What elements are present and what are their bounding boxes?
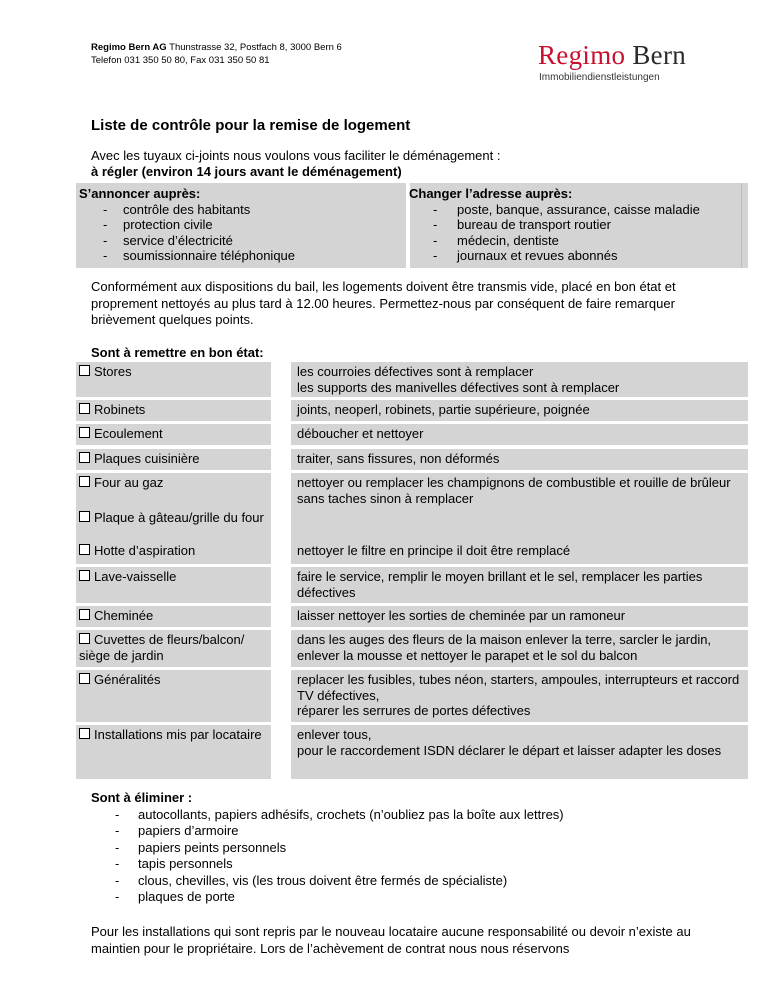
checkbox[interactable] (79, 427, 90, 438)
intro (91, 148, 500, 180)
table-row (76, 400, 748, 421)
list-item: - papiers d’armoire (91, 823, 564, 840)
item-action: les supports des manivelles défectives sont à remplacer (297, 379, 620, 395)
item-action: nettoyer le filtre en principe il doit être remplacé (297, 543, 571, 558)
table-row (76, 606, 748, 627)
company-logo (538, 40, 686, 83)
company-address: Thunstrasse 32, Postfach 8, 3000 Bern 6 (166, 42, 342, 53)
item-action: pour le raccordement ISDN déclarer le départ et laisser adapter les doses (297, 742, 722, 758)
table-row (76, 567, 748, 603)
item-label: Stores (94, 364, 132, 379)
item-action: sans taches sinon à remplacer (297, 490, 474, 506)
item-action: joints, neoperl, robinets, partie supérieure, poignée (297, 402, 590, 417)
list-item: - service d’électricité (79, 233, 295, 249)
intro-deadline: à régler (environ 14 jours avant le déménagement) (91, 164, 402, 179)
checkbox[interactable] (79, 570, 90, 581)
list-item: - plaques de porte (91, 889, 564, 906)
table-row (76, 670, 748, 722)
item-action: traiter, sans fissures, non déformés (297, 451, 500, 466)
item-action: faire le service, remplir le moyen brillant et le sel, remplacer les parties défectives (297, 569, 703, 600)
list-item: - tapis personnels (91, 856, 564, 873)
item-action: nettoyer ou remplacer les champignons de combustible et rouille de brûleur (297, 475, 731, 490)
logo-word-red: Regimo (538, 40, 626, 70)
checkbox[interactable] (79, 728, 90, 739)
item-action: laisser nettoyer les sorties de cheminée par un ramoneur (297, 608, 626, 623)
item-label: Robinets (94, 402, 146, 417)
checkbox[interactable] (79, 673, 90, 684)
list-item: - poste, banque, assurance, caisse maladie (409, 202, 700, 218)
item-label: Généralités (94, 672, 161, 687)
list-item: - contrôle des habitants (79, 202, 295, 218)
item-action: dans les auges des fleurs de la maison enlever la terre, sarcler le jardin, enlever la mousse et nettoyer le parapet et le sol du balcon (297, 632, 712, 663)
announce-box (76, 183, 748, 268)
eliminate-section (91, 790, 564, 906)
list-item: - clous, chevilles, vis (les trous doivent être fermés de spécialiste) (91, 873, 564, 890)
table-row-group (76, 473, 748, 564)
table-row (76, 449, 748, 470)
list-item: - médecin, dentiste (409, 233, 700, 249)
list-item: - soumissionnaire téléphonique (79, 248, 295, 264)
item-label: Ecoulement (94, 426, 163, 441)
item-action: les courroies défectives sont à remplacer (297, 364, 534, 379)
table-row (76, 725, 748, 779)
checkbox[interactable] (79, 452, 90, 463)
eliminate-heading: Sont à éliminer : (91, 790, 193, 805)
checkbox[interactable] (79, 633, 90, 644)
announce-heading: S’annoncer auprès: (79, 186, 201, 201)
company-header (91, 41, 342, 67)
table-row (76, 630, 748, 667)
item-label: Hotte d’aspiration (94, 543, 196, 558)
list-item: - bureau de transport routier (409, 217, 700, 233)
company-contact: Telefon 031 350 50 80, Fax 031 350 50 81 (91, 55, 270, 66)
table-row (76, 424, 748, 445)
change-address-column (409, 186, 700, 264)
checkbox[interactable] (79, 544, 90, 555)
list-item: - journaux et revues abonnés (409, 248, 700, 264)
logo-word-dark: Bern (625, 40, 687, 70)
checkbox[interactable] (79, 365, 90, 376)
item-label: Four au gaz (94, 475, 164, 490)
item-action: replacer les fusibles, tubes néon, starters, ampoules, interrupteurs et raccord TV défectives, (297, 672, 740, 703)
item-label: Plaques cuisinière (94, 451, 200, 466)
announce-column (79, 186, 295, 264)
item-label: Installations mis par locataire (94, 727, 262, 742)
box-edge (741, 183, 742, 268)
logo-tagline: Immobiliendienstleistungen (539, 72, 660, 83)
company-name: Regimo Bern AG (91, 42, 167, 53)
page-title: Liste de contrôle pour la remise de logement (91, 117, 411, 134)
table-row (76, 362, 748, 397)
checkbox[interactable] (79, 511, 90, 522)
checkbox[interactable] (79, 403, 90, 414)
checkbox[interactable] (79, 476, 90, 487)
item-label: Plaque à gâteau/grille du four (94, 510, 264, 525)
intro-line: Avec les tuyaux ci-joints nous voulons vous faciliter le déménagement : (91, 148, 501, 163)
final-paragraph: Pour les installations qui sont repris par le nouveau locataire aucune responsabilité ou devoir n’existe au maintien pour le propriétaire. Lors de l’achèvement de contrat nous nous réservons (91, 924, 691, 956)
item-label: Lave-vaisselle (94, 569, 177, 584)
item-label: Cuvettes de fleurs/balcon/ siège de jardin (79, 632, 245, 663)
item-action: déboucher et nettoyer (297, 426, 424, 441)
item-label: Cheminée (94, 608, 154, 623)
list-item: - protection civile (79, 217, 295, 233)
change-address-heading: Changer l’adresse auprès: (409, 186, 573, 201)
item-action: enlever tous, (297, 727, 372, 742)
list-item: - autocollants, papiers adhésifs, crochets (n’oubliez pas la boîte aux lettres) (91, 807, 564, 824)
item-action: réparer les serrures de portes défectives (297, 703, 531, 718)
checkbox[interactable] (79, 609, 90, 620)
list-item: - papiers peints personnels (91, 840, 564, 857)
lease-paragraph: Conformément aux dispositions du bail, les logements doivent être transmis vide, placé en bon état et proprement nettoyés au plus tard à 12.00 heures. Permettez-nous par conséquent de faire remarquer brièvement quelques points. (91, 279, 676, 327)
repair-heading: Sont à remettre en bon état: (91, 345, 264, 360)
